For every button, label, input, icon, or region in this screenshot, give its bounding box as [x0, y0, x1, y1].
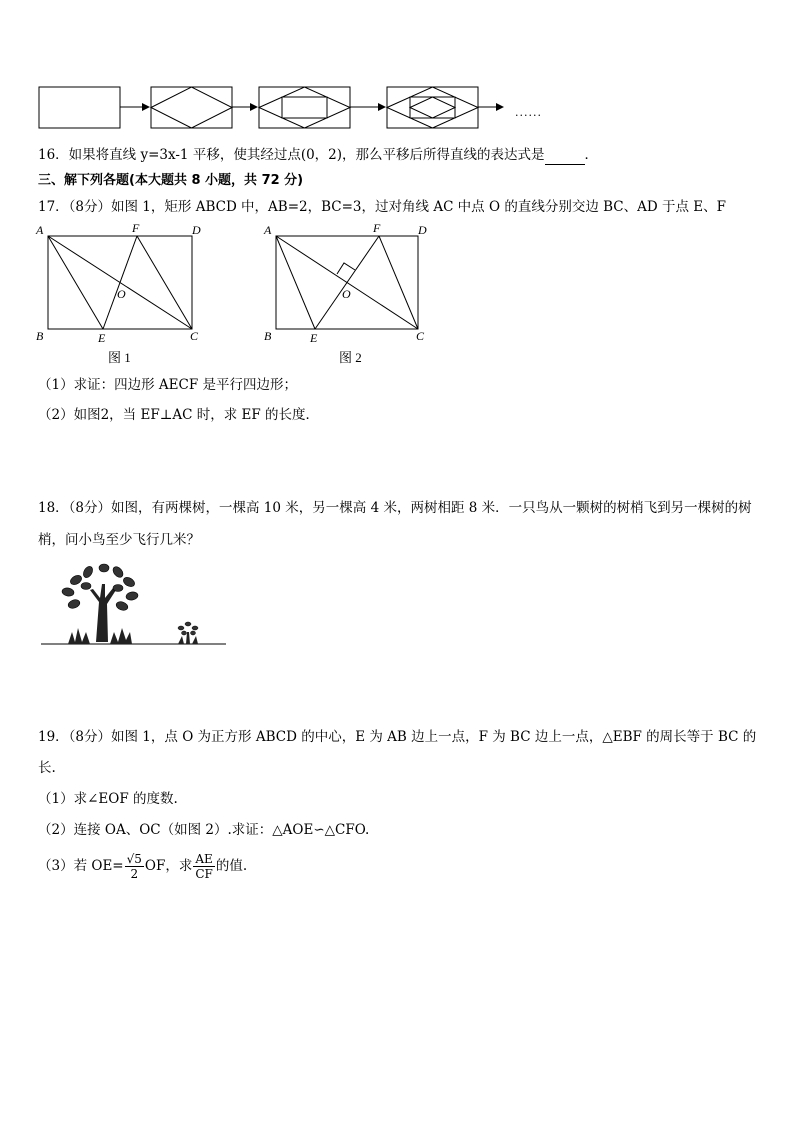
fig2-label-F: F	[373, 221, 381, 235]
question-18-line-2: 梢，问小鸟至少飞行几米？	[38, 532, 200, 548]
q17-figure-1	[30, 220, 220, 370]
fig1-label-O: O	[117, 287, 126, 301]
fig2-label-A: A	[264, 223, 272, 237]
fig2-label-D: D	[418, 223, 427, 237]
fig2-label-B: B	[264, 329, 272, 343]
pattern-step-2	[151, 87, 232, 128]
two-trees-illustration	[38, 562, 238, 652]
q17-figure-2	[258, 220, 448, 370]
section-heading: 三、解下列各题(本大题共 8 小题，共 72 分)	[38, 173, 304, 188]
fig2-label-O: O	[342, 287, 351, 301]
question-17-part-1: （1）求证：四边形 AECF 是平行四边形；	[38, 377, 297, 393]
fig1-label-F: F	[132, 221, 140, 235]
fig1-label-E: E	[98, 331, 106, 345]
pattern-sequence-figure	[0, 0, 794, 140]
fig1-label-A: A	[36, 223, 44, 237]
question-19-part-1: （1）求∠EOF 的度数.	[38, 791, 178, 807]
pattern-step-1	[39, 87, 120, 128]
fig1-label-D: D	[192, 223, 201, 237]
question-16: 16．如果将直线 y=3x-1 平移，使其经过点(0，2)，那么平移后所得直线的表达式是 ．	[38, 147, 599, 163]
question-18-line-1: 18．（8分）如图，有两棵树，一棵高 10 米，另一棵高 4 米，两树相距 8 米．一只鸟从一颗树的树梢飞到另一棵树的树	[38, 500, 752, 516]
question-17-stem: 17．（8分）如图 1，矩形 ABCD 中，AB=2，BC=3，过对角线 AC 中点 O 的直线分别交边 BC、AD 于点 E、F	[38, 199, 727, 215]
pattern-step-4	[387, 87, 478, 128]
pattern-step-2-rhombus	[151, 87, 232, 128]
question-19-part-2: （2）连接 OA、OC（如图 2）.求证：△AOE∽△CFO.	[38, 822, 370, 838]
pattern-step-3	[259, 87, 350, 128]
answer-blank[interactable]	[545, 150, 585, 165]
fig2-label-E: E	[310, 331, 318, 345]
question-19-part-3: （3）若 OE= $\frac{√5}{2}$ OF，求 $\frac{AE}{CF}$ 的值.	[38, 852, 248, 881]
fig1-label-C: C	[190, 329, 199, 343]
fraction-ae-over-cf: $\frac{AE}{CF}$	[195, 852, 213, 881]
fig2-caption: 图 2	[339, 350, 362, 365]
fig1-label-B: B	[36, 329, 44, 343]
question-19-line-2: 长.	[38, 760, 56, 776]
question-17-part-2: （2）如图2，当 EF⊥AC 时，求 EF 的长度．	[38, 407, 320, 423]
fig2-label-C: C	[416, 329, 425, 343]
fraction-sqrt5-over-2: $\frac{√5}{2}$	[126, 852, 142, 881]
question-19-line-1: 19．（8分）如图 1，点 O 为正方形 ABCD 的中心，E 为 AB 边上一点，F 为 BC 边上一点，△EBF 的周长等于 BC 的	[38, 729, 757, 745]
pattern-ellipsis: ......	[515, 106, 542, 119]
fig1-caption: 图 1	[108, 350, 131, 365]
